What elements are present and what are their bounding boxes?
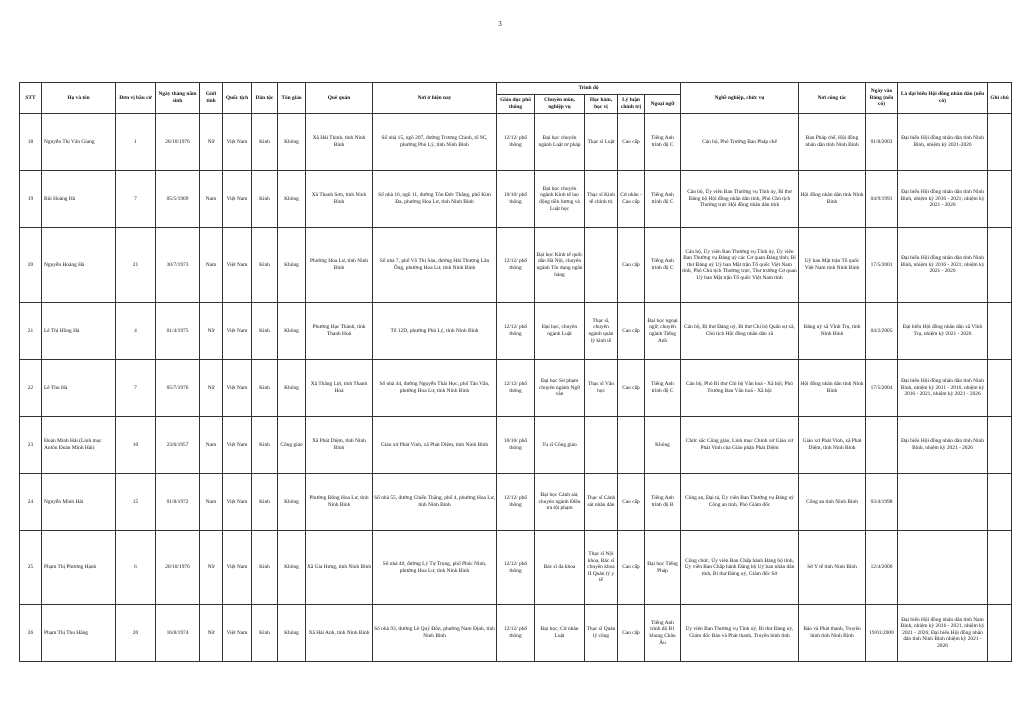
- cell-residence: Số nhà 15, ngõ 207, đường Trương Chinh, tổ 9C, phường Phủ Lý, tỉnh Ninh Bình: [373, 114, 497, 171]
- cell-delegate: Đại biểu Hội đồng nhân dân tỉnh Ninh Bình, nhiệm kỳ 2016 - 2021; nhiệm kỳ 2021 - 2026: [898, 171, 988, 228]
- cell-occupation: Cán bộ, Ủy viên Ban Thường vụ Tỉnh ủy, Bí thư Đảng bộ Hội đồng nhân dân tỉnh, Phó Chủ tịch Thường trực Hội đồng nhân dân tỉnh: [681, 171, 799, 228]
- cell-specialty: Đại học chuyên ngành Kinh tế lao động tiền lương và Luật học: [535, 171, 585, 228]
- cell-stt: 22: [20, 360, 42, 417]
- cell-unit: 15: [116, 474, 156, 531]
- cell-party-date: 12/4/2000: [866, 531, 898, 605]
- cell-workplace: Công an tỉnh Ninh Bình: [799, 474, 866, 531]
- cell-unit: 20: [116, 605, 156, 662]
- cell-general-edu: 12/12/ phổ thông: [497, 605, 535, 662]
- header-delegate: Là đại biểu Hội đồng nhân dân (nếu có): [898, 83, 988, 114]
- cell-residence: Tổ 12D, phường Phủ Lý, tỉnh Ninh Bình: [373, 303, 497, 360]
- cell-name: Đoàn Minh Hải (Linh mục Antôn Đoàn Minh Hải): [42, 417, 116, 474]
- cell-language: Không: [645, 417, 681, 474]
- table-body: [20, 114, 1012, 662]
- cell-degree: [585, 228, 618, 303]
- cell-language: Tiếng Anh trình độ C: [645, 228, 681, 303]
- cell-unit: 7: [116, 171, 156, 228]
- header-stt: STT: [20, 83, 42, 114]
- cell-residence: Giáo xứ Phát Vinh, xã Phát Diệm, tỉnh Ninh Bình: [373, 417, 497, 474]
- cell-ethnicity: Kinh: [252, 303, 278, 360]
- cell-workplace: Báo và Phát thanh, Truyền hình tỉnh Ninh Bình: [799, 605, 866, 662]
- cell-workplace: Hội đồng nhân dân tỉnh Ninh Bình: [799, 171, 866, 228]
- cell-name: Bùi Hoàng Hà: [42, 171, 116, 228]
- header-gender: Giới tính: [200, 83, 223, 114]
- cell-dob: 05/5/1969: [156, 171, 200, 228]
- header-ethnicity: Dân tộc: [252, 83, 278, 114]
- cell-nationality: Việt Nam: [223, 303, 252, 360]
- cell-delegate: [898, 531, 988, 605]
- cell-stt: 18: [20, 114, 42, 171]
- header-residence: Nơi ở hiện nay: [373, 83, 497, 114]
- cell-gender: Nữ: [200, 605, 223, 662]
- cell-party-date: 04/9/1991: [866, 171, 898, 228]
- table-header: [20, 83, 1012, 114]
- cell-delegate: Đại biểu Hội đồng nhân dân tỉnh Ninh Bình, nhiệm kỳ 2021-2026: [898, 114, 988, 171]
- cell-stt: 24: [20, 474, 42, 531]
- cell-general-edu: 10/10/ phổ thông: [497, 417, 535, 474]
- cell-dob: 01/4/1975: [156, 303, 200, 360]
- cell-occupation: Chức sắc Công giáo, Linh mục Chính xứ Giáo xứ Phát Vinh của Giáo phận Phát Diệm: [681, 417, 799, 474]
- cell-hometown: Xã Hải Anh, tỉnh Ninh Bình: [306, 605, 373, 662]
- cell-specialty: Đại học Cảnh sát, chuyên ngành Điều tra tội phạm: [535, 474, 585, 531]
- cell-language: Đại học ngoại ngữ, chuyên ngành Tiếng Anh: [645, 303, 681, 360]
- cell-notes: [988, 360, 1012, 417]
- cell-ethnicity: Kinh: [252, 605, 278, 662]
- cell-workplace: Hội đồng nhân dân tỉnh Ninh Bình: [799, 360, 866, 417]
- cell-specialty: Đại học, Cử nhân Luật: [535, 605, 585, 662]
- cell-name: Lê Thị Hồng Hà: [42, 303, 116, 360]
- cell-occupation: Cán bộ, Phó Bí thư Chi bộ Văn hoá - Xã hội; Phó Trưởng Ban Văn hoá - Xã hội: [681, 360, 799, 417]
- cell-delegate: Đại biểu Hội đồng nhân dân xã Vĩnh Trụ, nhiệm kỳ 2021 - 2026: [898, 303, 988, 360]
- cell-unit: 7: [116, 360, 156, 417]
- cell-hometown: Xã Thắng Lợi, tỉnh Thanh Hoá: [306, 360, 373, 417]
- cell-religion: Không: [278, 360, 306, 417]
- cell-ethnicity: Kinh: [252, 474, 278, 531]
- table-row: [20, 531, 1012, 605]
- cell-hometown: Phường Đông Hoa Lư, tỉnh Ninh Bình: [306, 474, 373, 531]
- table-row: [20, 605, 1012, 662]
- header-hometown: Quê quán: [306, 83, 373, 114]
- cell-occupation: Cán bộ, Bí thư Đảng uỷ, Bí thư Chi bộ Quân sự xã, Chủ tịch Hội đồng nhân dân xã: [681, 303, 799, 360]
- cell-nationality: Việt Nam: [223, 360, 252, 417]
- cell-religion: Không: [278, 474, 306, 531]
- cell-unit: 21: [116, 228, 156, 303]
- header-religion: Tôn giáo: [278, 83, 306, 114]
- cell-party-date: 04/2/2005: [866, 303, 898, 360]
- table-row: [20, 417, 1012, 474]
- header-notes: Ghi chú: [988, 83, 1012, 114]
- cell-hometown: Xã Phát Diệm, tỉnh Ninh Bình: [306, 417, 373, 474]
- cell-nationality: Việt Nam: [223, 171, 252, 228]
- cell-general-edu: 12/12/ phổ thông: [497, 474, 535, 531]
- cell-workplace: Ban Pháp chế, Hội đồng nhân dân tỉnh Ninh Bình: [799, 114, 866, 171]
- cell-stt: 23: [20, 417, 42, 474]
- header-general-edu: Giáo dục phổ thông: [497, 95, 535, 114]
- cell-unit: 10: [116, 417, 156, 474]
- table-row: [20, 303, 1012, 360]
- cell-degree: [585, 417, 618, 474]
- cell-politics: Cao cấp: [618, 360, 645, 417]
- header-dob: Ngày tháng năm sinh: [156, 83, 200, 114]
- cell-general-edu: 12/12/ phổ thông: [497, 228, 535, 303]
- cell-unit: 6: [116, 531, 156, 605]
- header-workplace: Nơi công tác: [799, 83, 866, 114]
- cell-party-date: 01/8/2003: [866, 114, 898, 171]
- cell-nationality: Việt Nam: [223, 531, 252, 605]
- cell-dob: 20/10/1976: [156, 531, 200, 605]
- cell-religion: Không: [278, 228, 306, 303]
- header-name: Họ và tên: [42, 83, 116, 114]
- table-row: [20, 228, 1012, 303]
- table-row: [20, 171, 1012, 228]
- cell-gender: Nữ: [200, 114, 223, 171]
- cell-delegate: Đại biểu Hội đồng nhân dân tỉnh Ninh Bình, nhiệm kỳ 2021 - 2026: [898, 417, 988, 474]
- cell-workplace: Đảng uỷ xã Vĩnh Trụ, tỉnh Ninh Bình: [799, 303, 866, 360]
- cell-hometown: Xã Gia Hưng, tỉnh Ninh Bình: [306, 531, 373, 605]
- cell-degree: Thạc sĩ, chuyên ngành quản lý kinh tế: [585, 303, 618, 360]
- cell-occupation: Công chức, Ủy viên Ban Chấp hành Đảng bộ tỉnh, Ủy viên Ban Chấp hành Đảng bộ Uỷ ban nhân dân tỉnh, Bí thư Đảng uỷ, Giám đốc Sở: [681, 531, 799, 605]
- cell-gender: Nữ: [200, 303, 223, 360]
- cell-residence: Số nhà 93, đường Lê Quý Đôn, phường Nam Định, tỉnh Ninh Bình: [373, 605, 497, 662]
- cell-politics: Cao cấp: [618, 605, 645, 662]
- cell-hometown: Xã Thanh Sơn, tỉnh Ninh Bình: [306, 171, 373, 228]
- cell-delegate: [898, 474, 988, 531]
- cell-dob: 16/8/1974: [156, 605, 200, 662]
- cell-degree: Thạc sĩ Luật: [585, 114, 618, 171]
- header-party-date: Ngày vào Đảng (nếu có): [866, 83, 898, 114]
- cell-party-date: 17/5/2001: [866, 228, 898, 303]
- cell-nationality: Việt Nam: [223, 474, 252, 531]
- cell-general-edu: 12/12/ phổ thông: [497, 531, 535, 605]
- cell-degree: Thạc sĩ Quản lý công: [585, 605, 618, 662]
- cell-stt: 25: [20, 531, 42, 605]
- cell-gender: Nam: [200, 417, 223, 474]
- cell-unit: 4: [116, 303, 156, 360]
- cell-notes: [988, 228, 1012, 303]
- cell-party-date: 03/4/1998: [866, 474, 898, 531]
- cell-residence: Số nhà 16, ngõ 11, đường Tôn Đức Thắng, phố Kim Đa, phường Hoa Lư, tỉnh Ninh Bình: [373, 171, 497, 228]
- cell-dob: 05/7/1976: [156, 360, 200, 417]
- cell-hometown: Phường Hạc Thành, tỉnh Thanh Hoá: [306, 303, 373, 360]
- cell-specialty: Đại học Sư phạm chuyên ngành Ngữ văn: [535, 360, 585, 417]
- cell-politics: Cao cấp: [618, 114, 645, 171]
- cell-nationality: Việt Nam: [223, 417, 252, 474]
- cell-stt: 21: [20, 303, 42, 360]
- cell-language: Đại học Tiếng Pháp: [645, 531, 681, 605]
- cell-politics: Cao cấp: [618, 531, 645, 605]
- cell-notes: [988, 605, 1012, 662]
- cell-occupation: Công an, Đại tá, Ủy viên Ban Thường vụ Đảng uỷ Công an tỉnh, Phó Giám đốc: [681, 474, 799, 531]
- cell-politics: Cao cấp: [618, 474, 645, 531]
- cell-ethnicity: Kinh: [252, 531, 278, 605]
- cell-party-date: [866, 417, 898, 474]
- cell-notes: [988, 417, 1012, 474]
- cell-religion: Không: [278, 114, 306, 171]
- cell-name: Phạm Thị Phương Hạnh: [42, 531, 116, 605]
- header-specialty: Chuyên môn, nghiệp vụ: [535, 95, 585, 114]
- cell-gender: Nam: [200, 171, 223, 228]
- header-politics: Lý luận chính trị: [618, 95, 645, 114]
- cell-occupation: Cán bộ, Ủy viên Ban Thường vụ Tỉnh ủy, Ủy viên Ban Thường vụ Đảng uỷ các Cơ quan Đảng tỉnh; Bí thư Đảng uỷ Uỷ ban Mặt trận Tổ quốc Việt Nam tỉnh, Phó Chủ tịch Thường trực, Thư trưởng Cơ quan Uỷ ban Mặt trận Tổ quốc Việt Nam tỉnh: [681, 228, 799, 303]
- cell-dob: 26/10/1976: [156, 114, 200, 171]
- cell-party-date: 17/5/2004: [866, 360, 898, 417]
- cell-language: Tiếng Anh trình độ C: [645, 171, 681, 228]
- cell-hometown: Xã Hải Thịnh, tỉnh Ninh Bình: [306, 114, 373, 171]
- header-unit: Đơn vị bầu cử: [116, 83, 156, 114]
- cell-nationality: Việt Nam: [223, 605, 252, 662]
- cell-dob: 01/8/1972: [156, 474, 200, 531]
- cell-specialty: Đại học chuyên ngành Luật tư pháp: [535, 114, 585, 171]
- table-row: [20, 114, 1012, 171]
- cell-hometown: Phường Hoa Lư, tỉnh Ninh Bình: [306, 228, 373, 303]
- cell-delegate: Đại biểu Hội đồng nhân dân tỉnh Nam Định, nhiệm kỳ 2016 - 2021, nhiệm kỳ 2021 - 2026; Đại biểu Hội đồng nhân dân tỉnh Ninh Bình nhiệm kỳ 2021 - 2026: [898, 605, 988, 662]
- cell-degree: Thạc sĩ Kinh tế chính trị: [585, 171, 618, 228]
- cell-gender: Nam: [200, 474, 223, 531]
- cell-specialty: Đại học Kinh tế quốc dân Hà Nội, chuyên ngành Tín dụng ngân hàng: [535, 228, 585, 303]
- cell-delegate: Đại biểu Hội đồng nhân dân tỉnh Ninh Bình, nhiệm kỳ 2016 - 2021; nhiệm kỳ 2021 - 2026: [898, 228, 988, 303]
- cell-residence: Số nhà 55, đường Chiến Thắng, phố 4, phường Hoa Lư, tỉnh Ninh Bình: [373, 474, 497, 531]
- candidate-table: [19, 82, 1012, 662]
- cell-general-edu: 10/10/ phổ thông: [497, 171, 535, 228]
- cell-degree: Thạc sĩ Cảnh sát nhân dân: [585, 474, 618, 531]
- cell-religion: Không: [278, 605, 306, 662]
- cell-gender: Nữ: [200, 531, 223, 605]
- cell-notes: [988, 474, 1012, 531]
- cell-religion: Không: [278, 171, 306, 228]
- cell-specialty: Bác sĩ đa khoa: [535, 531, 585, 605]
- cell-name: Nguyễn Thị Vân Giang: [42, 114, 116, 171]
- cell-ethnicity: Kinh: [252, 114, 278, 171]
- cell-degree: Thạc sĩ Nội khoa, Bác sĩ chuyên khoa II Quản lý y tế: [585, 531, 618, 605]
- page-number: 3: [498, 20, 502, 28]
- cell-occupation: Ủy viên Ban Thường vụ Tỉnh uỷ, Bí thư Đảng uỷ, Giám đốc Báo và Phát thanh, Truyền hình tỉnh: [681, 605, 799, 662]
- cell-specialty: Tu sĩ Công giáo: [535, 417, 585, 474]
- cell-ethnicity: Kinh: [252, 417, 278, 474]
- cell-religion: Không: [278, 303, 306, 360]
- cell-politics: Cao cấp: [618, 303, 645, 360]
- cell-ethnicity: Kinh: [252, 171, 278, 228]
- cell-workplace: Giáo xứ Phát Vinh, xã Phát Diệm, tỉnh Ninh Bình: [799, 417, 866, 474]
- cell-party-date: 19/01/2000: [866, 605, 898, 662]
- cell-notes: [988, 171, 1012, 228]
- cell-degree: Thạc sĩ Văn học: [585, 360, 618, 417]
- cell-gender: Nam: [200, 228, 223, 303]
- cell-name: Nguyễn Minh Hải: [42, 474, 116, 531]
- cell-workplace: Sở Y tế tỉnh Ninh Bình: [799, 531, 866, 605]
- header-degree: Học hàm, học vị: [585, 95, 618, 114]
- cell-ethnicity: Kinh: [252, 228, 278, 303]
- header-education-group: Trình độ: [497, 83, 681, 95]
- header-language: Ngoại ngữ: [645, 95, 681, 114]
- cell-dob: 30/7/1973: [156, 228, 200, 303]
- cell-language: Tiếng Anh trình độ C: [645, 114, 681, 171]
- cell-nationality: Việt Nam: [223, 228, 252, 303]
- cell-specialty: Đại học, chuyên ngành Luật: [535, 303, 585, 360]
- cell-delegate: Đại biểu Hội đồng nhân dân tỉnh Ninh Bình, nhiệm kỳ 2011 - 2016, nhiệm kỳ 2016 - 2021, nhiệm kỳ 2021 - 2026: [898, 360, 988, 417]
- cell-politics: [618, 417, 645, 474]
- cell-ethnicity: Kinh: [252, 360, 278, 417]
- cell-stt: 19: [20, 171, 42, 228]
- cell-general-edu: 12/12/ phổ thông: [497, 114, 535, 171]
- cell-occupation: Cán bộ, Phó Trưởng Ban Pháp chế: [681, 114, 799, 171]
- cell-name: Nguyễn Hoàng Hà: [42, 228, 116, 303]
- cell-language: Tiếng Anh trình độ B1 khung Châu Âu: [645, 605, 681, 662]
- cell-residence: Số nhà 44, đường Nguyễn Thái Học, phố Tân Văn, phường Hoa Lư, tỉnh Ninh Bình: [373, 360, 497, 417]
- cell-language: Tiếng Anh trình độ B: [645, 474, 681, 531]
- cell-name: Phạm Thị Thu Hằng: [42, 605, 116, 662]
- cell-politics: Cử nhân - Cao cấp: [618, 171, 645, 228]
- cell-religion: Công giáo: [278, 417, 306, 474]
- cell-stt: 26: [20, 605, 42, 662]
- cell-gender: Nữ: [200, 360, 223, 417]
- cell-residence: Số nhà 40, đường Lý Tự Trọng, phố Phúc Ninh, phường Hoa Lư, tỉnh Ninh Bình: [373, 531, 497, 605]
- cell-notes: [988, 114, 1012, 171]
- cell-religion: Không: [278, 531, 306, 605]
- header-nationality: Quốc tịch: [223, 83, 252, 114]
- cell-notes: [988, 303, 1012, 360]
- cell-stt: 20: [20, 228, 42, 303]
- header-occupation: Nghề nghiệp, chức vụ: [681, 83, 799, 114]
- cell-general-edu: 12/12/ phổ thông: [497, 303, 535, 360]
- cell-notes: [988, 531, 1012, 605]
- cell-language: Tiếng Anh trình độ C: [645, 360, 681, 417]
- cell-general-edu: 12/12/ phổ thông: [497, 360, 535, 417]
- cell-workplace: Uỷ ban Mặt trận Tổ quốc Việt Nam tỉnh Ninh Bình: [799, 228, 866, 303]
- cell-nationality: Việt Nam: [223, 114, 252, 171]
- cell-unit: 1: [116, 114, 156, 171]
- table-row: [20, 474, 1012, 531]
- table-row: [20, 360, 1012, 417]
- cell-residence: Số nhà 7, phố Võ Thị Sáu, đường Hải Thượng Lãn Ông, phường Hoa Lư, tỉnh Ninh Bình: [373, 228, 497, 303]
- cell-name: Lê Thu Hà: [42, 360, 116, 417]
- cell-politics: Cao cấp: [618, 228, 645, 303]
- cell-dob: 23/6/1957: [156, 417, 200, 474]
